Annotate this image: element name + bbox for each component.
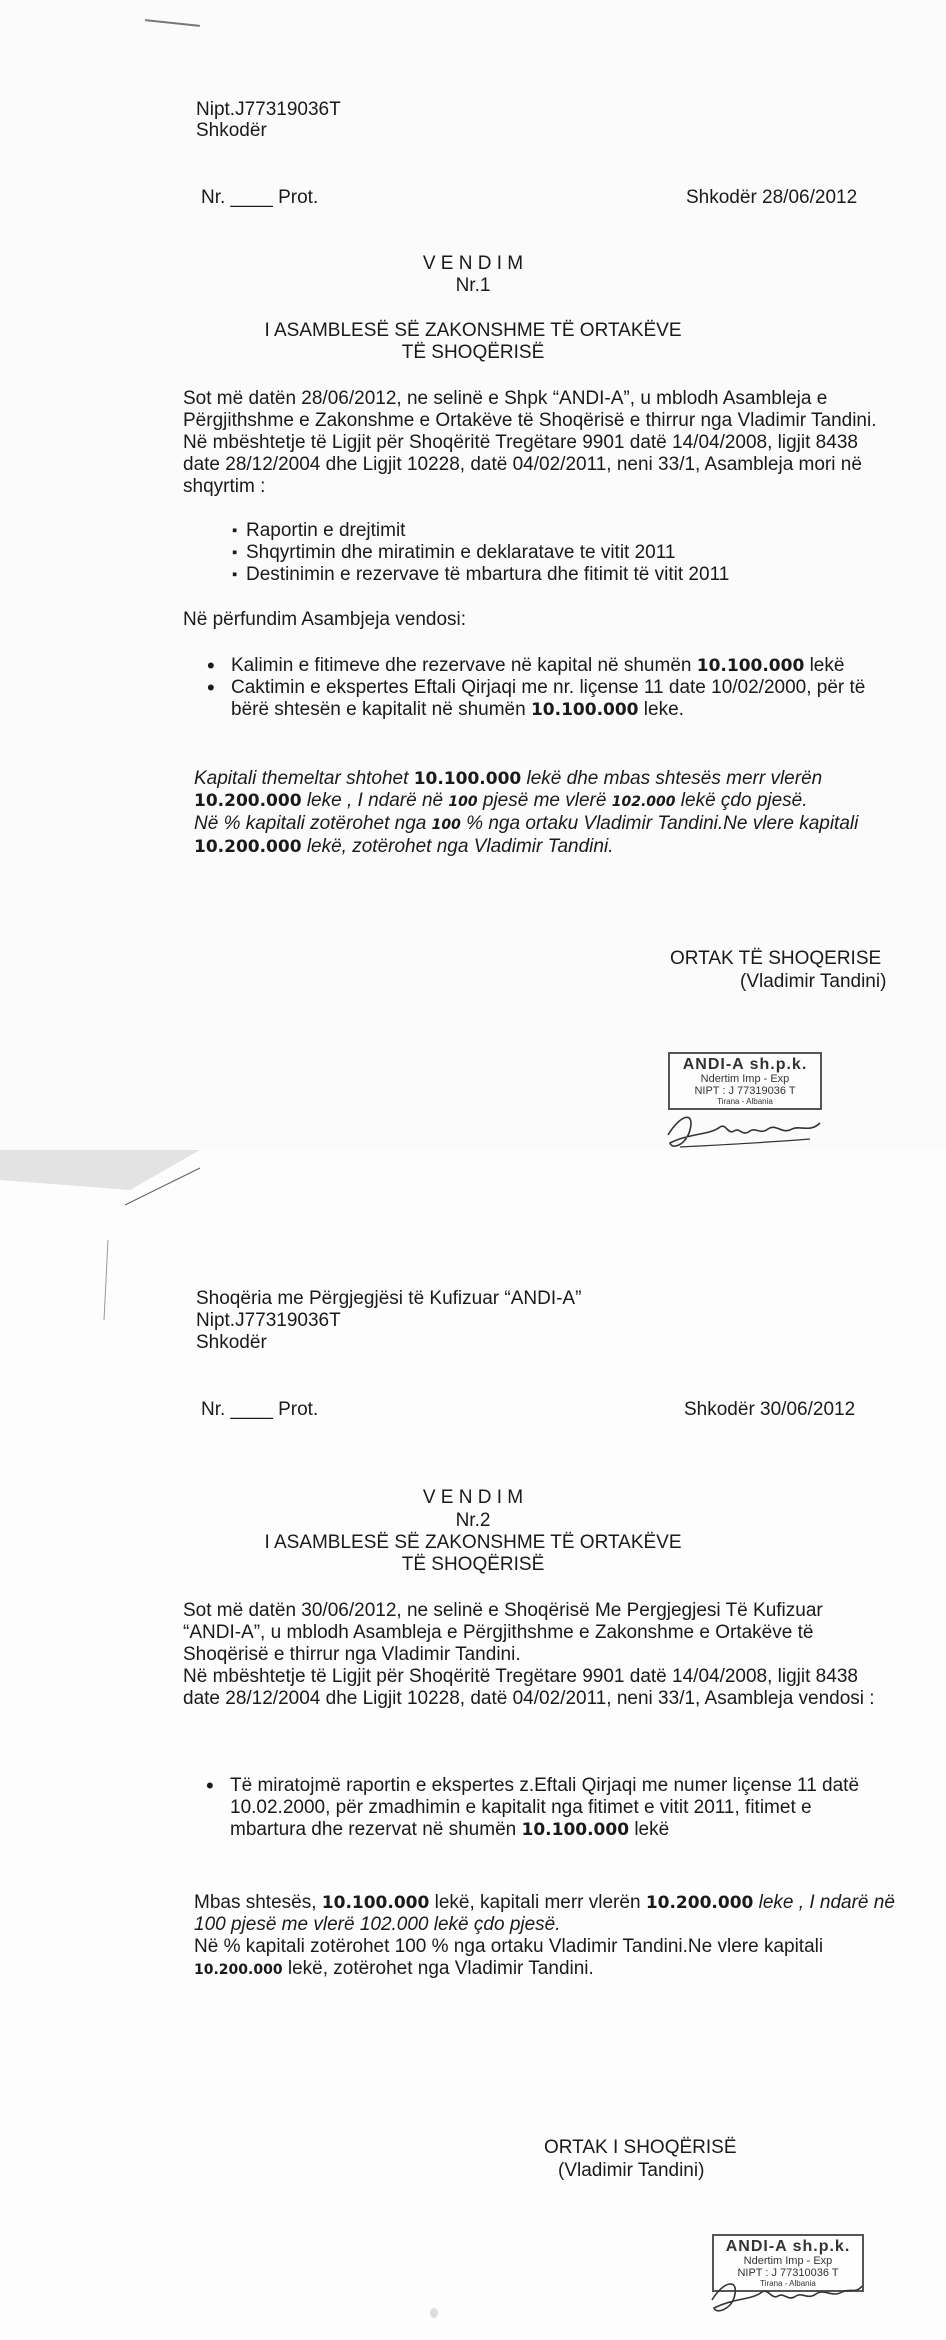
assembly-heading: I ASAMBLESË SË ZAKONSHME TË ORTAKËVE [264,1532,682,1553]
decision-paragraph: • Të miratojmë raportin e ekspertes z.Eftali Qirjaqi me numer liçense 11 datë 10.02.2000, për zmadhimin e kapitalit nga fitimet e vitit 2011, fitimet e mbartura dhe rezervat në shumën 10.100.000 lekë [230,1775,895,1841]
vendim-title: V E N D I M [422,1487,524,1508]
nipt: Nipt.J77319036T [196,1310,341,1331]
signer-title: ORTAK I SHOQËRISË [544,2137,737,2158]
intro-line: shqyrtim : [183,476,266,497]
document-date: Shkodër 28/06/2012 [686,187,858,208]
city: Shkodër [196,1332,267,1353]
decisions-list [231,655,900,721]
nr-prot: Nr. ____ Prot. [201,187,319,208]
decision-item-continued: bërë shtesën e kapitalit në shumën 10.100.000 leke. [231,699,684,720]
assembly-heading: I ASAMBLESË SË ZAKONSHME TË ORTAKËVE [264,320,682,341]
document-date: Shkodër 30/06/2012 [684,1399,856,1420]
company-heading: TË SHOQËRISË [401,342,545,363]
company-stamp: ANDI-A sh.p.k. Ndertim Imp - Exp NIPT : J 77310036 T Tirana - Albania [712,2234,864,2292]
intro-paragraph [183,1600,895,1710]
intro-line: date 28/12/2004 dhe Ligjit 10228, datë 04/02/2011, neni 33/1, Asambleja mori në [183,454,862,475]
intro-line: Sot më datën 28/06/2012, ne selinë e Shpk “ANDI-A”, u mblodh Asambleja e [183,388,828,409]
intro-line: date 28/12/2004 dhe Ligjit 10228, datë 04/02/2011, neni 33/1, Asambleja vendosi : [183,1688,875,1709]
city: Shkodër [196,120,267,141]
decision-item: • Të miratojmë raportin e ekspertes z.Eftali Qirjaqi me numer liçense 11 datë [230,1775,895,1797]
intro-line: Në mbështetje të Ligjit për Shoqëritë Tregëtare 9901 datë 14/04/2008, ligjit 8438 [183,1666,858,1687]
capital-paragraph: Mbas shtesës, 10.100.000 lekë, kapitali merr vlerën 10.200.000 leke , I ndarë në 100 pjesë me vlerë 102.000 lekë çdo pjesë. Në % kapitali zotërohet 100 % nga ortaku Vladimir Tandini.Ne vlere kapitali 10.200.000 lekë, zotërohet nga Vladimir Tandini. [194,1892,895,1979]
vendim-title: V E N D I M [422,253,524,274]
intro-paragraph [183,388,900,498]
decision-number: Nr.2 [455,1510,491,1531]
company-heading: TË SHOQËRISË [401,1554,545,1575]
intro-line: Përgjithshme e Zakonshme e Ortakëve të Shoqërisë e thirrur nga Vladimir Tandini. [183,410,877,431]
nipt: Nipt.J77319036T [196,99,341,120]
capital-paragraph: Kapitali themeltar shtohet 10.100.000 lekë dhe mbas shtesës merr vlerën 10.200.000 leke , I ndarë në 100 pjesë me vlerë 102.000 lekë çdo pjesë. Në % kapitali zotërohet nga 100 % nga ortaku Vladimir Tandini.Ne vlere kapitali 10.200.000 lekë, zotërohet nga Vladimir Tandini. [194,768,859,857]
agenda-item: ▪ Raportin e drejtimit [232,520,729,542]
nr-prot: Nr. ____ Prot. [201,1399,319,1420]
company-stamp: ANDI-A sh.p.k. Ndertim Imp - Exp NIPT : J 77319036 T Tirana - Albania [668,1052,822,1110]
signature-image [706,2272,866,2322]
scan-mark [145,19,200,27]
signer-name: (Vladimir Tandini) [740,971,887,992]
signature-image [660,1105,825,1150]
intro-line: Shoqërisë e thirrur nga Vladimir Tandini. [183,1644,521,1665]
decision-number: Nr.1 [455,275,491,296]
agenda-item: ▪ Shqyrtimin dhe miratimin e deklaratave te vitit 2011 [232,542,729,564]
intro-line: Në mbështetje të Ligjit për Shoqëritë Tregëtare 9901 datë 14/04/2008, ligjit 8438 [183,432,858,453]
company-name: Shoqëria me Përgjegjësi të Kufizuar “ANDI-A” [196,1288,582,1309]
decision-page-2 [0,1150,946,2340]
agenda-item: ▪ Destinimin e rezervave të mbartura dhe fitimit të vitit 2011 [232,564,729,586]
conclusion-text: Në përfundim Asambjeja vendosi: [183,609,467,630]
intro-line: “ANDI-A”, u mblodh Asambleja e Përgjithshme e Zakonshme e Ortakëve të [183,1622,814,1643]
decision-page-1 [0,0,946,1150]
agenda-list [232,520,729,586]
scan-speck [430,2308,438,2318]
signer-title: ORTAK TË SHOQERISE [670,948,882,969]
decision-item: • Kalimin e fitimeve dhe rezervave në kapital në shumën 10.100.000 lekë [231,655,900,677]
signer-name: (Vladimir Tandini) [558,2160,705,2181]
intro-line: Sot më datën 30/06/2012, ne selinë e Shoqërisë Me Pergjegjesi Të Kufizuar [183,1600,823,1621]
decision-item: • Caktimin e ekspertes Eftali Qirjaqi me nr. liçense 11 date 10/02/2000, për të [231,677,900,699]
